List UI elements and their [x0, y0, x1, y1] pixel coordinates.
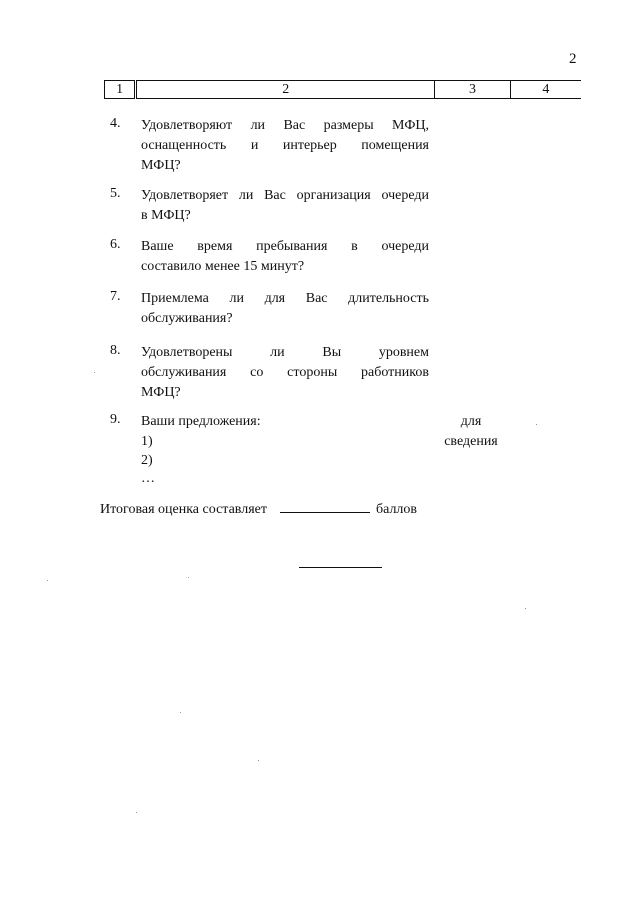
side-note-line: для [460, 414, 482, 429]
question-line: в МФЦ? [141, 208, 191, 223]
question-line: Ваше время пребывания в очереди [141, 239, 429, 254]
side-note-line: сведения [444, 434, 498, 449]
question-line: Ваши предложения: [141, 414, 261, 429]
scan-speck [47, 580, 48, 581]
question-line: Удовлетворяют ли Вас размеры МФЦ, [141, 118, 429, 133]
suggestion-item-2: 2) [141, 453, 153, 468]
scan-speck [188, 577, 189, 578]
side-note [441, 412, 501, 452]
column-number-2: 2 [136, 81, 435, 99]
column-number-3: 3 [435, 81, 510, 99]
question-text [141, 343, 429, 403]
question-text [141, 237, 429, 277]
column-number-4: 4 [510, 81, 581, 99]
question-number: 9. [110, 412, 121, 427]
scan-speck [536, 424, 537, 425]
question-text [141, 116, 429, 176]
question-line: МФЦ? [141, 385, 181, 400]
question-line: Удовлетворяет ли Вас организация очереди [141, 188, 429, 203]
question-number: 4. [110, 116, 121, 131]
question-number: 6. [110, 237, 121, 252]
scan-speck [94, 372, 95, 373]
question-text [141, 412, 429, 432]
total-score-unit: баллов [375, 502, 418, 517]
suggestion-item-1: 1) [141, 434, 153, 449]
question-line: оснащенность и интерьер помещения [141, 138, 429, 153]
question-line: составило менее 15 минут? [141, 259, 305, 274]
scan-speck [258, 760, 259, 761]
scan-speck [525, 608, 526, 609]
suggestion-item-ellipsis: … [141, 471, 155, 486]
column-number-1: 1 [105, 81, 136, 99]
total-score-label: Итоговая оценка составляет [100, 502, 267, 517]
scan-speck [180, 712, 181, 713]
question-line: обслуживания со стороны работников [141, 365, 429, 380]
question-text [141, 289, 429, 329]
question-number: 5. [110, 186, 121, 201]
question-line: обслуживания? [141, 311, 233, 326]
question-text [141, 186, 429, 226]
scan-speck [136, 812, 137, 813]
page-number: 2 [569, 51, 577, 67]
question-number: 8. [110, 343, 121, 358]
question-line: Приемлема ли для Вас длительность [141, 291, 429, 306]
question-line: Удовлетворены ли Вы уровнем [141, 345, 429, 360]
score-blank-field[interactable] [280, 498, 370, 513]
column-number-header [104, 80, 581, 99]
total-score-line [100, 498, 417, 520]
question-line: МФЦ? [141, 158, 181, 173]
question-number: 7. [110, 289, 121, 304]
closing-rule [299, 567, 382, 568]
